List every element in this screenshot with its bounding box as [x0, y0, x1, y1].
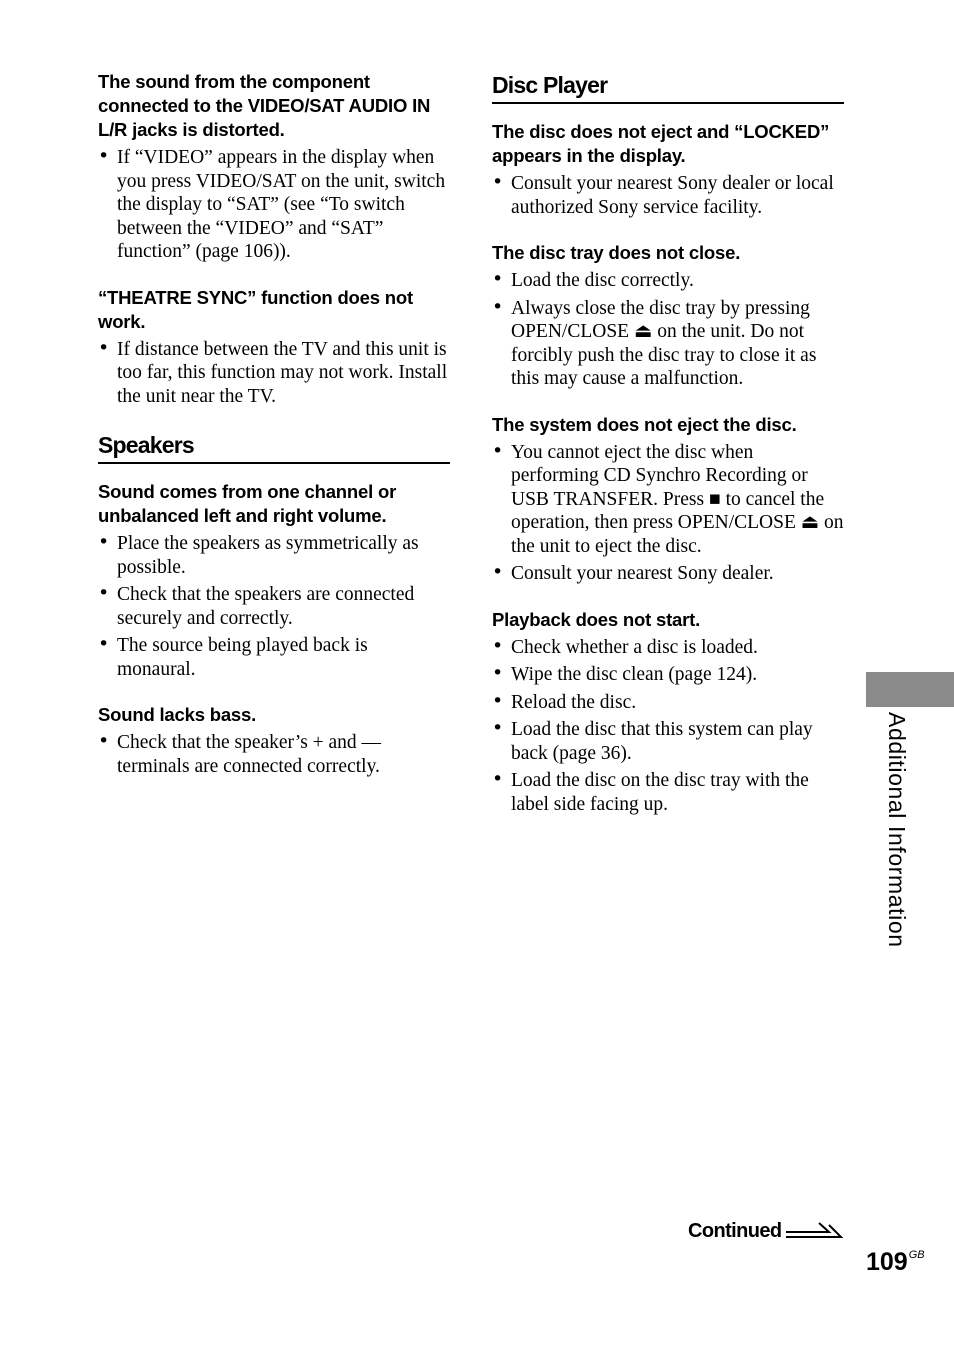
- section-playback: [492, 608, 844, 817]
- continued-arrow-icon: [785, 1220, 843, 1242]
- heading-locked: The disc does not eject and “LOCKED” appears in the display.: [492, 121, 830, 166]
- heading-one-channel: Sound comes from one channel or unbalanced left and right volume.: [98, 481, 397, 526]
- list-tray: [492, 269, 844, 391]
- list-item: • Place the speakers as symmetrically as possible.: [98, 532, 450, 579]
- list-one-channel: [98, 532, 450, 681]
- list-theatre-sync: [98, 338, 450, 409]
- page-number: [866, 1248, 925, 1277]
- section-lacks-bass: [98, 703, 450, 778]
- list-video-sat: [98, 146, 450, 264]
- section-tray: [492, 241, 844, 391]
- continued-label: Continued: [688, 1219, 782, 1242]
- list-item: • Check whether a disc is loaded.: [492, 636, 844, 660]
- section-one-channel: [98, 480, 450, 681]
- continued-indicator: [688, 1216, 843, 1246]
- list-item: • Wipe the disc clean (page 124).: [492, 663, 844, 687]
- list-item: • You cannot eject the disc when performing CD Synchro Recording or USB TRANSFER. Press ■ to cancel the operation, then press OPEN/CLOSE ⏏ on the unit to eject the disc.: [492, 441, 844, 559]
- list-item: • The source being played back is monaural.: [98, 634, 450, 681]
- heading-tray: The disc tray does not close.: [492, 242, 741, 263]
- section-locked: [492, 120, 844, 219]
- list-lacks-bass: [98, 731, 450, 778]
- page-number-value: 109: [866, 1248, 908, 1276]
- sidebar-tab: [866, 672, 954, 707]
- heading-eject: The system does not eject the disc.: [492, 413, 797, 435]
- heading-video-sat: The sound from the component connected to the VIDEO/SAT AUDIO IN L/R jacks is distorted.: [98, 71, 431, 140]
- list-item: • Load the disc correctly.: [492, 269, 844, 293]
- sidebar-label-text: Additional Information: [884, 712, 910, 948]
- sidebar-label: [874, 712, 914, 982]
- left-column: [98, 70, 450, 800]
- list-item: • Check that the speakers are connected securely and correctly.: [98, 583, 450, 630]
- list-item: • Consult your nearest Sony dealer.: [492, 562, 844, 586]
- heading-theatre-sync: “THEATRE SYNC” function does not work.: [98, 286, 413, 332]
- list-playback: [492, 636, 844, 817]
- page-number-suffix: GB: [908, 1249, 925, 1261]
- section-title-disc-player: Disc Player: [492, 70, 844, 104]
- list-item: • Load the disc that this system can play back (page 36).: [492, 718, 844, 765]
- heading-lacks-bass: Sound lacks bass.: [98, 704, 257, 725]
- list-item: • Load the disc on the disc tray with the label side facing up.: [492, 769, 844, 816]
- list-locked: [492, 172, 844, 219]
- section-title-speakers: Speakers: [98, 430, 450, 464]
- list-item: • If distance between the TV and this unit is too far, this function may not work. Install the unit near the TV.: [98, 338, 450, 409]
- list-item: • Reload the disc.: [492, 691, 844, 715]
- section-video-sat: [98, 70, 450, 264]
- section-eject: [492, 413, 844, 586]
- list-item: • If “VIDEO” appears in the display when you press VIDEO/SAT on the unit, switch the display to “SAT” (see “To switch between the “VIDEO” and “SAT” function” (page 106)).: [98, 146, 450, 264]
- list-item: • Check that the speaker’s + and — terminals are connected correctly.: [98, 731, 450, 778]
- section-theatre-sync: [98, 286, 450, 409]
- list-eject: [492, 441, 844, 586]
- heading-playback: Playback does not start.: [492, 608, 701, 630]
- list-item: • Always close the disc tray by pressing OPEN/CLOSE ⏏ on the unit. Do not forcibly push the disc tray to close it as this may cause a malfunction.: [492, 297, 844, 391]
- list-item: • Consult your nearest Sony dealer or local authorized Sony service facility.: [492, 172, 844, 219]
- right-column: [492, 70, 844, 838]
